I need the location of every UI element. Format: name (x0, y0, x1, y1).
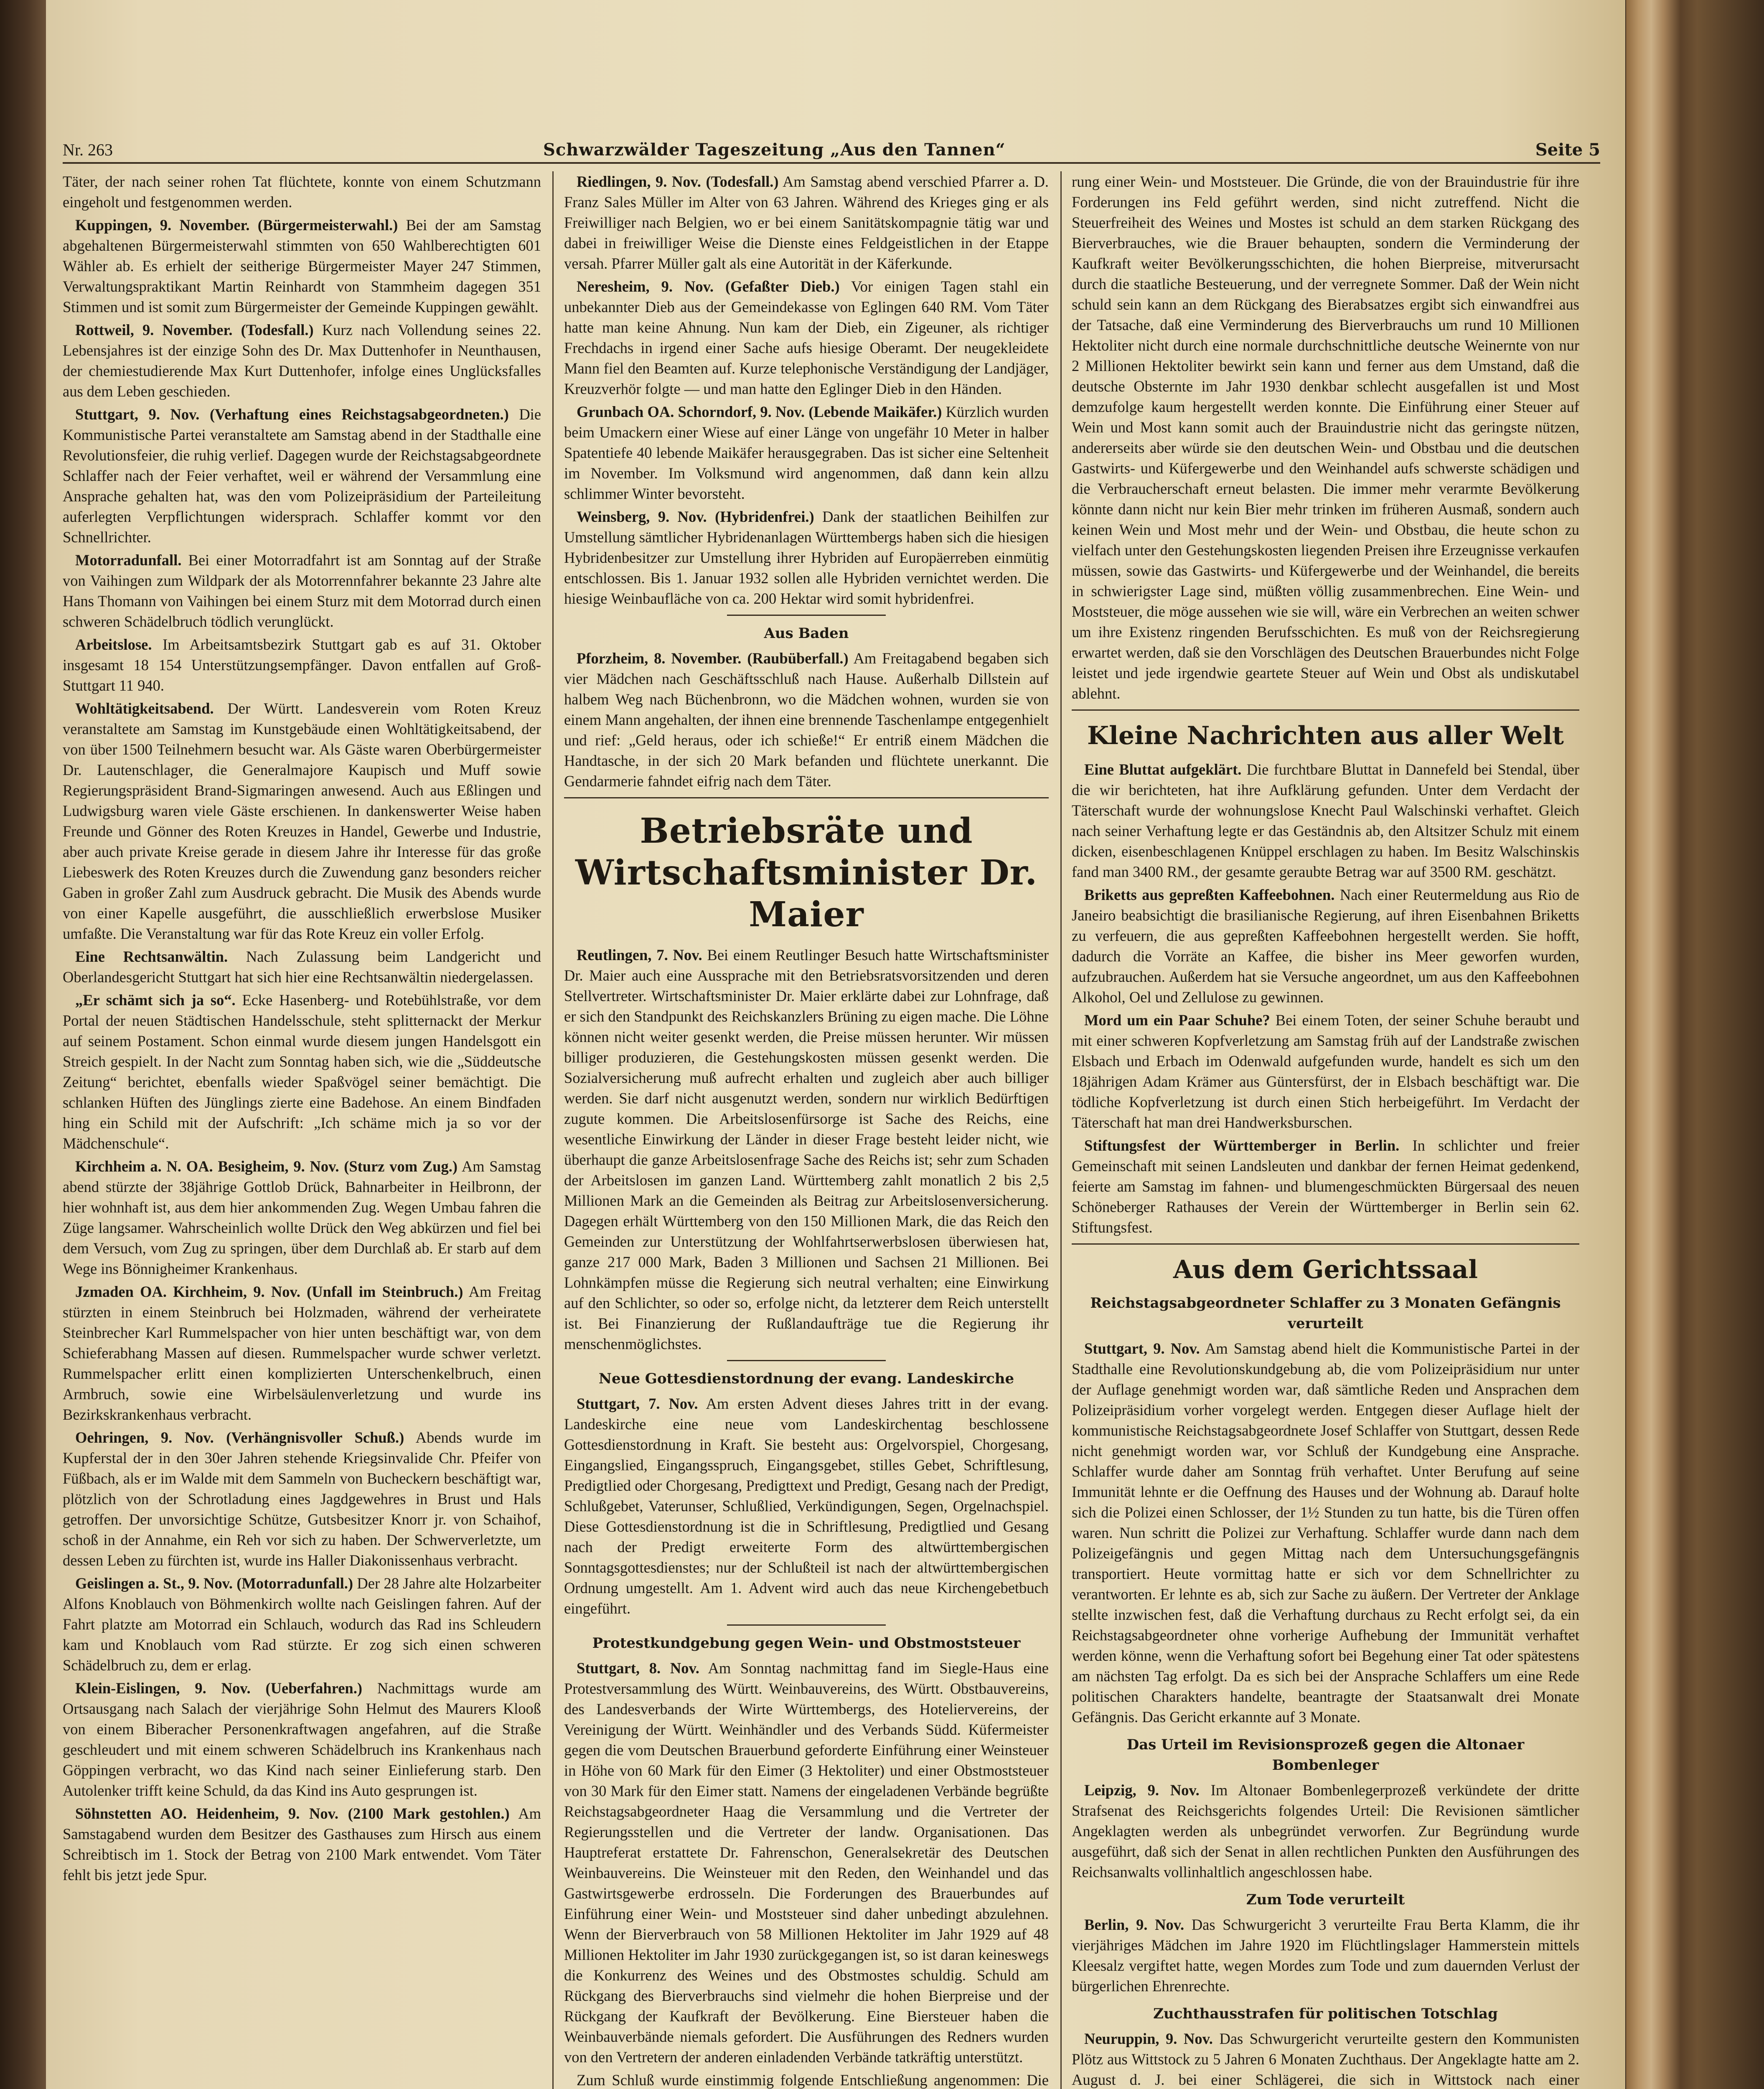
article-lead: Eine Bluttat aufgeklärt. (1084, 761, 1242, 778)
article-lead: Geislingen a. St., 9. Nov. (Motorradunfall.) (75, 1575, 353, 1592)
article-paragraph (564, 2070, 1049, 2089)
article-paragraph (63, 171, 541, 212)
article-lead: Berlin, 9. Nov. (1084, 1916, 1184, 1933)
issue-number: Nr. 263 (63, 140, 113, 159)
article-text: Ecke Hasenberg- und Rotebühlstraße, vor dem Portal der neuen Städtischen Handelsschule, steht splitternackt der Merkur auf seinem Postament. Schon einmal wurde diesem jungen Handelsgott ein Streich gespielt. In der Nacht zum Sonntag haben sich, wie die „Süddeutsche Zeitung“ berichtet, ebenfalls wieder Spaßvögel seiner bemächtigt. Die schlanken Hüften des Jünglings zierte eine Badehose. An einem Bindfaden hing ein Schild mit der Aufschrift: „Ich schäme mich ja so vor der Mädchenschule“. (63, 991, 541, 1152)
article-paragraph (1072, 1780, 1579, 1882)
article-text: Dank der staatlichen Beihilfen zur Umstellung sämtlicher Hybridenanlagen Württembergs haben sich die hiesigen Hybridenbesitzer zur Umstellung ihrer Hybriden auf Europäerreben einmütig entschlossen. Bis 1. Januar 1932 sollen alle Hybriden vernichtet werden. Die hiesige Weinbaufläche von ca. 200 Hektar wird somit hybridenfrei. (564, 508, 1049, 607)
section-rule (1072, 1243, 1579, 1245)
article-text: Kürzlich wurden beim Umackern einer Wiese auf einer Länge von ungefähr 10 Meter in halber Spatentiefe 40 lebende Maikäfer herausgegraben. Das ist sicher eine Seltenheit im November. Im Volksmund wird angenommen, daß dann kein allzu schlimmer Winter bevorsteht. (564, 403, 1049, 502)
article-paragraph (63, 1427, 541, 1571)
article-paragraph (63, 550, 541, 632)
court-subheading: Zum Tode verurteilt (1246, 1891, 1405, 1908)
article-text: Der 28 Jahre alte Holzarbeiter Alfons Knoblauch von Böhmenkirch wollte nach Geislingen fahren. Auf der Fahrt platzte am Motorrad ein Schlauch, wodurch das Rad ins Schleudern kam und Knoblauch vom Rad stürzte. Er zog sich einen schweren Schädelbruch zu, dem er erlag. (63, 1575, 541, 1674)
article-text: Zum Schluß wurde einstimmig folgende Entschließung angenommen: Die (577, 2071, 1049, 2089)
main-headline: Betriebsräte und Wirtschaftsminister Dr. Maier (575, 811, 1038, 935)
article-text: Am Samstagabend wurden dem Besitzer des Gasthauses zum Hirsch aus einem Schreibtisch im 1. Stock der Betrag von 2100 Mark entwendet. Vom Täter fehlt bis jetzt jede Spur. (63, 1805, 541, 1883)
article-text: Am Samstag abend stürzte der 38jährige Gottlob Drück, Bahnarbeiter in Heilbronn, der hier wohnhaft ist, aus dem hier ankommenden Zug. Wegen Umbau fahren die Züge langsamer. Wahrscheinlich wollte Drück den Weg abkürzen und fiel bei dem Versuch, vom Zug zu springen, über dem Durchlaß ab. Er starb auf dem Wege ins Bönnigheimer Krankenhaus. (63, 1158, 541, 1277)
article-paragraph (63, 1678, 541, 1801)
page-header (63, 140, 1600, 161)
article-text: Am Samstag abend verschied Pfarrer a. D. Franz Sales Müller im Alter von 63 Jahren. Während des Krieges ging er als Freiwilliger nach Belgien, wo er bei einem Sanitätskompagnie tätig war und dabei in freiwilliger Weise die Dienste eines Feldgeistlichen in der Etappe versah. Pfarrer Müller galt als eine Autorität in der Käferkunde. (564, 173, 1049, 272)
article-lead: Motorradunfall. (75, 551, 182, 569)
article-lead: Briketts aus gepreßten Kaffeebohnen. (1084, 886, 1335, 903)
article-text: Nach Zulassung beim Landgericht und Oberlandesgericht Stuttgart hat sich hier eine Rechtsanwältin niedergelassen. (63, 948, 541, 986)
article-paragraph (564, 1393, 1049, 1619)
article-lead: Arbeitslose. (75, 636, 152, 653)
article-text: Am Samstag abend hielt die Kommunistische Partei in der Stadthalle eine Revolutionskundgebung ab, die vom Polizeipräsidium nur unter der Auflage genehmigt worden war, daß sämtliche Reden und Ansprachen dem Polizeipräsidium vorher vorgelegt werden. Entgegen dieser Auflage hielt der kommunistische Reichstagsabgeordnete Josef Schlaffer von Stuttgart, dessen Rede nicht genehmigt worden war, vor Schluß der Kundgebung eine Ansprache. Schlaffer wurde daher am Sonntag früh verhaftet. Unter Berufung auf seine Immunität lehnte er die Oeffnung des Hauses und der Wohnung ab. Darauf holte sich die Polizei einen Schlosser, der 1½ Stunden zu tun hatte, bis die Türen offen waren. Nun schritt die Polizei zur Verhaftung. Schlaffer wurde dann nach dem Polizeigefängnis und gegen Mittag nach dem Untersuchungsgefängnis transportiert. Heute vormittag hatte er sich vor dem Schnellrichter zu verantworten. Er lehnte es ab, sich zur Sache zu äußern. Der Vertreter der Anklage stellte inzwischen fest, daß die Verhaftung durchaus zu Recht erfolgt sei, da ein Reichstagsabgeordneter ohne vorherige Aufhebung der Immunität verhaftet werden könne, wenn die Verhaftung sofort bei Begehung einer Tat oder spätestens am nächsten Tag erfolgt. Da es sich bei der Ansprache Schlaffers um eine Rede politischen Charakters handelte, beantragte der Staatsanwalt drei Monate Gefängnis. Das Gericht erkannte auf 3 Monate. (1072, 1340, 1579, 1726)
section-rule (564, 797, 1049, 798)
article-text: Bei einem Reutlinger Besuch hatte Wirtschaftsminister Dr. Maier auch eine Aussprache mit den Betriebsratsvorsitzenden und deren Stellvertreter. Wirtschaftsminister Dr. Maier erklärte dabei zur Lohnfrage, daß er sich den Standpunkt des Reichskanzlers Brüning zu eigen mache. Die Löhne können nicht weiter gesenkt werden, die Preise müssen herunter. Wir müssen billiger produzieren, die Gestehungskosten müssen gesenkt werden. Die Sozialversicherung muß aufrecht erhalten und zugleich aber auch billiger werden. Sie darf nicht ausgenutzt werden, sondern nur wirklich Bedürftigen zugute kommen. Die Arbeitslosenfürsorge ist Sache des Reichs, eine wesentliche Einwirkung der Länder in dieser Frage besteht leider nicht, wie überhaupt die ganze Arbeitslosenfrage Sache des Reichs ist; sehr zum Schaden der Arbeitslosen im ganzen Land. Württemberg zahlt monatlich 2 bis 2,5 Millionen Mark an die Gemeinden als Beitrag zur Arbeitslosenversicherung. Dagegen erhält Württemberg von den 150 Millionen Mark, die das Reich den Gemeinden zur Unterstützung der Wohlfahrtserwerbslosen überwiesen hat, ganze 217 000 Mark, Baden 3 Millionen und Sachsen 21 Millionen. Bei Lohnkämpfen müsse die Regierung sich neutral verhalten; eine Einwirkung auf den Schlichter, so oder so, erfolge nicht, da letzterer dem Reich unterstellt ist. Bei Finanzierung der Rußlandaufträge tue die Regierung ihr menschenmöglichstes. (564, 946, 1049, 1352)
article-text: Bei der am Samstag abgehaltenen Bürgermeisterwahl stimmten von 650 Wahlberechtigten 601 Wähler ab. Es erhielt der seitherige Bürgermeister Mayer 247 Stimmen, Verwaltungspraktikant Martin Reinhardt von Stammheim dagegen 351 Stimmen und ist somit zum Bürgermeister der Gemeinde Kuppingen gewählt. (63, 216, 541, 315)
article-lead: Oehringen, 9. Nov. (Verhängnisvoller Schuß.) (75, 1429, 404, 1446)
header-rule (63, 162, 1600, 164)
article-paragraph (564, 945, 1049, 1354)
article-lead: Grunbach OA. Schorndorf, 9. Nov. (Lebende Maikäfer.) (577, 403, 942, 420)
article-lead: Riedlingen, 9. Nov. (Todesfall.) (577, 173, 779, 190)
article-text: Bei einem Toten, der seiner Schuhe beraubt und mit einer schweren Kopfverletzung am Samstag früh auf der Landstraße zwischen Elsbach und Erbach im Odenwald aufgefunden wurde, handelt es sich um den 18jährigen Adam Krämer aus Güntersfürst, der in Elsbach beschäftigt war. Die tödliche Kopfverletzung ist durch einen Stich herbeigeführt. Im Verdacht der Täterschaft hat man drei Handwerksburschen. (1072, 1011, 1580, 1131)
article-paragraph (63, 946, 541, 987)
article-lead: Reutlingen, 7. Nov. (577, 946, 702, 963)
article-paragraph (564, 276, 1049, 399)
article-lead: Wohltätigkeitsabend. (75, 700, 214, 717)
article-lead: Rottweil, 9. November. (Todesfall.) (75, 321, 314, 338)
article-paragraph (63, 698, 541, 944)
article-lead: Stuttgart, 8. Nov. (577, 1660, 699, 1677)
article-text: Das Schwurgericht 3 verurteilte Frau Berta Klamm, die ihr vierjähriges Mädchen im Jahre 1920 im Flüchtlingslager Hammerstein mittels Kleesalz vergiftet hatte, wegen Mordes zum Tode und zum dauernden Verlust der bürgerlichen Ehrenrechte. (1072, 1916, 1580, 1995)
article-text: Die furchtbare Bluttat in Dannefeld bei Stendal, über die wir berichteten, hat ihre Aufklärung gefunden. Unter dem Verdacht der Täterschaft wurde der wohnungslose Knecht Paul Walschinski verhaftet. Gleich nach seiner Verhaftung legte er das Geständnis ab, den Altsitzer Schulz mit einem dicken, eisenbeschlagenen Knüppel erschlagen zu haben. Im Besitz Walschinskis fand man 3400 RM., der gesamte geraubte Betrag war auf 3500 RM. geschätzt. (1072, 761, 1580, 880)
article-lead: „Er schämt sich ja so“. (75, 991, 236, 1009)
article-text: Die Kommunistische Partei veranstaltete am Samstag abend in der Stadthalle eine Revolutionsfeier, die ruhig verlief. Dagegen wurde der Reichstagsabgeordnete Schlaffer nach der Feier verhaftet, weil er während der Versammlung eine Ansprache gehalten hat, was den vom Polizeipräsidium der Parteileitung auferlegten Verpflichtungen widersprach. Schlaffer kommt vor den Schnellrichter. (63, 406, 541, 546)
page-number: Seite 5 (1535, 140, 1600, 160)
article-lead: Stuttgart, 7. Nov. (577, 1395, 698, 1412)
article-text: Vor einigen Tagen stahl ein unbekannter Dieb aus der Gemeindekasse von Eglingen 640 RM. Vom Täter hatte man keine Ahnung. Nun kam der Dieb, ein Zigeuner, als richtiger Frechdachs in irgend einer Sache aufs hiesige Oberamt. Der neugekleidete Mann fiel den Beamten auf. Kurze telephonische Verständigung der Landjäger, Kreuzverhör folgte — und man hatte den Eglinger Dieb in den Händen. (564, 278, 1049, 397)
court-subheading: Zuchthausstrafen für politischen Totschlag (1153, 2005, 1498, 2022)
article-text: Nachmittags wurde am Ortsausgang nach Salach der vierjährige Sohn Helmut des Maurers Klooß von einem Biberacher Personenkraftwagen angefahren, auf die Straße geschleudert und mit einem schweren Schädelbruch ins Krankenhaus nach Göppingen verbracht, wo das Kind nach seiner Einlieferung starb. Den Autolenker trifft keine Schuld, da das Kind ins Auto gesprungen ist. (63, 1680, 541, 1799)
article-paragraph (564, 1658, 1049, 2067)
article-paragraph (564, 402, 1049, 504)
article-text: Am Sonntag nachmittag fand im Siegle-Haus eine Protestversammlung des Württ. Weinbauvereins, des Württ. Obstbauvereins, des Landesverbands der Wirte Württembergs, des Hoteliervereins, der Vereinigung der Württ. Weinhändler und des Verbands Südd. Küfermeister gegen die vom Deutschen Brauerbund geforderte Einführung einer Weinsteuer in Höhe von 60 Mark für den Eimer (3 Hektoliter) und einer Obstmoststeuer von 30 Mark für den Eimer statt. Namens der eingeladenen Verbände begrüßte Reichstagsabgeordneter Haag die Versammlung und die Vertreter der Regierungsstellen und die Vertreter der landw. Organisationen. Das Hauptreferat erstattete Dr. Fahrenschon, Generalsekretär des Deutschen Weinbauvereins. Die Weinsteuer mit den Reden, den Weinhandel und das Gastwirtsgewerbe erdrosseln. Die Forderungen des Brauerbundes auf Einführung einer Wein- und Moststeuer sind daher unbedingt abzulehnen. Wenn der Bierverbrauch von 58 Millionen Hektoliter im Jahr 1929 auf 48 Millionen Hektoliter im Jahr 1930 zurückgegangen ist, so ist daran keineswegs die Konkurrenz des Weines und des Obstmostes schuldig. Schuld am Rückgang des Bierverbrauchs sind vielmehr die hohen Bierpreise und der Rückgang der Kaufkraft der Bevölkerung. Eine Biersteuer haben die Weinbauverbände niemals gefordert. Die Ausführungen des Redners wurden von den Vertretern der anderen einladenden Verbände tatkräftig unterstützt. (564, 1660, 1049, 2066)
article-text: In schlichter und freier Gemeinschaft mit seinen Landsleuten und dankbar der fernen Heimat gedenkend, feierte am Samstag im fahnen- und blumengeschmückten Bürgersaal des neuen Schöneberger Rathauses der Verein der Württemberger in Berlin sein 62. Stiftungsfest. (1072, 1137, 1580, 1236)
article-paragraph (1072, 884, 1579, 1007)
article-lead: Kirchheim a. N. OA. Besigheim, 9. Nov. (Sturz vom Zug.) (75, 1158, 458, 1175)
article-paragraph (564, 648, 1049, 791)
article-paragraph (63, 1803, 541, 1885)
article-text: Am Freitag stürzten in einem Steinbruch bei Holzmaden, während der verheiratete Steinbrecher Karl Rummelspacher von hier unten beschäftigt war, von dem Schieferabhang Massen auf diesen. Rummelspacher wurde schwer verletzt. Rummelspacher erlitt einen komplizierten Unterschenkelbruch, einen Armbruch, sowie eine Wirbelsäulenverletzung und wurde ins Bezirkskrankenhaus verbracht. (63, 1283, 541, 1423)
article-text: Abends wurde im Kupferstal der in den 30er Jahren stehende Kriegsinvalide Chr. Pfeifer von Füßbach, als er im Walde mit dem Sammeln von Bucheckern beschäftigt war, plötzlich von der Schrotladung eines Jagdgewehres in Brust und Hals getroffen. Der unvorsichtige Schütze, Gutsbesitzer Knorr jr. von Schaihof, schoß in der Annahme, ein Reh vor sich zu haben. Der Schwerverletzte, um dessen Leben zu fürchten ist, wurde ins Haller Diakonissenhaus verbracht. (63, 1429, 541, 1569)
article-paragraph (63, 634, 541, 696)
article-text: Bei einer Motorradfahrt ist am Sonntag auf der Straße von Vaihingen zum Wildpark der als Motorrennfahrer bekannte 23 Jahre alte Hans Thomann von Vaihingen bei einem Sturz mit dem Motorrad durch einen schweren Schädelbruch tödlich verunglückt. (63, 551, 541, 630)
court-subheading: Reichstagsabgeordneter Schlaffer zu 3 Monaten Gefängnis verurteilt (1090, 1295, 1561, 1332)
article-paragraph (1072, 171, 1579, 704)
article-paragraph (1072, 1135, 1579, 1238)
book-binding (0, 0, 46, 2089)
article-lead: Mord um ein Paar Schuhe? (1084, 1011, 1270, 1029)
article-paragraph (564, 171, 1049, 274)
article-lead: Kuppingen, 9. November. (Bürgermeisterwahl.) (75, 216, 398, 234)
section-heading-baden: Aus Baden (764, 625, 849, 642)
article-text: Im Arbeitsamtsbezirk Stuttgart gab es auf 31. Oktober insgesamt 18 154 Unterstützungsempfänger. Davon entfallen auf Groß-Stuttgart 11 940. (63, 636, 541, 694)
section-heading-church: Neue Gottesdienstordnung der evang. Landeskirche (598, 1370, 1014, 1387)
column-3 (1072, 171, 1579, 2089)
court-headline: Aus dem Gerichtssaal (1173, 1255, 1478, 1284)
article-paragraph (63, 1573, 541, 1675)
column-1 (63, 171, 541, 1888)
article-paragraph (63, 320, 541, 402)
article-paragraph (63, 1156, 541, 1279)
article-paragraph (1072, 759, 1579, 882)
article-lead: Stiftungsfest der Württemberger in Berlin. (1084, 1137, 1400, 1154)
article-text: rung einer Wein- und Moststeuer. Die Gründe, die von der Brauindustrie für ihre Forderungen ins Feld geführt werden, sind nicht zutreffend. Nicht die Steuerfreiheit des Weines und Mostes ist schuld an dem starken Rückgang des Bierverbrauches, wie die Brauer behaupten, sondern die Verminderung der Kaufkraft weiter Bevölkerungsschichten, die hohen Bierpreise, mitverursacht durch die staatliche Besteuerung, und der verregnete Sommer. Daß der Wein nicht schuld sein kann an dem Rückgang des Bierabsatzes ergibt sich einwandfrei aus der Tatsache, daß eine Verminderung des Bierverbrauchs um rund 10 Millionen Hektoliter nicht durch eine normale durchschnittliche deutsche Weinernte von nur 2 Millionen Hektoliter bewirkt sein kann und ferner aus dem Umstand, daß die deutsche Obsternte im Jahr 1930 denkbar schlecht ausgefallen ist und Most demzufolge kaum hergestellt werden konnte. Die Einführung einer Steuer auf Wein und Most kann somit auch der Brauindustrie nicht das geringste nützen, andererseits aber würde sie den deutschen Wein- und Obstbau und die deutschen Gastwirts- und Küfergewerbe und den Weinhandel aufs schwerste schädigen und die Verbraucherschaft erneut belasten. Die immer mehr verarmte Bevölkerung könnte dann nicht nur kein Bier mehr trinken im früheren Ausmaß, sondern auch keinen Wein und Most mehr und der Wein- und Obstbau, die heute schon zu vielfach unter den Gestehungskosten liegenden Preisen ihre Erzeugnisse verkaufen müssen, sowie das Gastwirts- und Küfergewerbe und der Weinhandel, die bereits in schwierigster Lage sind, müßten völlig zusammenbrechen. Eine Wein- und Moststeuer, die möge aussehen wie sie will, wäre ein Verbrechen an weiten schwer um ihre Existenz ringenden Berufsschichten. Es muß von der Reichsregierung erwartet werden, daß sie den Vorschlägen des Deutschen Brauerbundes nicht Folge leistet und jede irgendwie geartete Steuer auf Wein und Obst als undiskutabel ablehnt. (1072, 173, 1579, 702)
article-text: Das Schwurgericht verurteilte gestern den Kommunisten Plötz aus Wittstock zu 5 Jahren 6 Monaten Zuchthaus. Der Angeklagte hatte am 2. August d. J. bei einer Schlägerei, die sich in Wittstock nach einer (1072, 2030, 1580, 2088)
column-2 (564, 171, 1049, 2089)
column-divider (552, 171, 554, 2089)
column-divider (1060, 171, 1062, 2089)
section-heading-wine: Protestkundgebung gegen Wein- und Obstmoststeuer (592, 1635, 1021, 1652)
article-paragraph (1072, 1914, 1579, 1996)
article-paragraph (1072, 1338, 1579, 1727)
article-paragraph (1072, 1010, 1579, 1133)
article-text: Der Württ. Landesverein vom Roten Kreuz veranstaltete am Samstag im Kunstgebäude einen Wohltätigkeitsabend, der von über 1500 Teilnehmern besucht war. Als Gäste waren Oberbürgermeister Dr. Lautenschlager, die Generalmajore Kaupisch und Muff sowie Regierungspräsident Brand-Sigmaringen anwesend. Auch aus Eßlingen und Ludwigsburg waren viele Gäste erschienen. In dankenswerter Weise haben Freunde und Gönner des Roten Kreuzes in Handel, Gewerbe und Industrie, aber auch private Kreise gerade in diesem Jahre ihr Interesse für das große Liebeswerk des Roten Kreuzes durch die Zuwendung ganz besonders reicher Gaben in großer Zahl zum Ausdruck gebracht. Die Musik des Abends wurde von einer Kapelle ausgeführt, die ausschließlich erwerbslose Musiker umfaßte. Die Veranstaltung war für das Rote Kreuz ein voller Erfolg. (63, 700, 541, 942)
article-lead: Neuruppin, 9. Nov. (1084, 2030, 1213, 2047)
article-paragraph (63, 404, 541, 547)
section-rule (727, 1360, 886, 1361)
book-page-edges (1626, 0, 1764, 2089)
article-text: Täter, der nach seiner rohen Tat flüchtete, konnte von einem Schutzmann eingeholt und festgenommen werden. (63, 173, 541, 211)
article-paragraph (63, 990, 541, 1154)
article-lead: Weinsberg, 9. Nov. (Hybridenfrei.) (577, 508, 814, 525)
article-paragraph (1072, 2028, 1579, 2089)
article-text: Nach einer Reutermeldung aus Rio de Janeiro beabsichtigt die brasilianische Regierung, auf ihren Eisenbahnen Briketts zu verfeuern, die aus gepreßten Kaffeebohnen hergestellt werden. Sie hofft, dadurch die Vorräte an Kaffee, die bisher ins Meer geworfen wurden, aufzubrauchen. Außerdem hat sie Versuche angeordnet, um aus den Kaffeebohnen Alkohol, Oel und Zellulose zu gewinnen. (1072, 886, 1579, 1006)
section-rule (727, 615, 886, 616)
article-paragraph (63, 1281, 541, 1425)
article-lead: Eine Rechtsanwältin. (75, 948, 228, 965)
article-lead: Leipzig, 9. Nov. (1084, 1781, 1200, 1799)
article-lead: Jzmaden OA. Kirchheim, 9. Nov. (Unfall im Steinbruch.) (75, 1283, 463, 1300)
article-text: Am Freitagabend begaben sich vier Mädchen nach Geschäftsschluß nach Hause. Außerhalb Dillstein auf halbem Weg nach Büchenbronn, wo die Mädchen wohnen, wurden sie von einem Mann angehalten, der ihnen eine brennende Taschenlampe entgegenhielt und rief: „Geld heraus, oder ich schieße!“ Er entriß einem Mädchen die Handtasche, in der sich 20 Mark befanden und flüchtete unerkannt. Die Gendarmerie fahndet eifrig nach dem Täter. (564, 650, 1049, 790)
section-rule (1072, 709, 1579, 711)
article-text: Kurz nach Vollendung seines 22. Lebensjahres ist der einzige Sohn des Dr. Max Duttenhofer in Neunthausen, der chemiestudierende Max Kurt Duttenhofer, infolge eines Unglücksfalles aus dem Leben geschieden. (63, 321, 541, 400)
article-paragraph (63, 215, 541, 317)
article-text: Am ersten Advent dieses Jahres tritt in der evang. Landeskirche eine neue vom Landeskirchentag beschlossene Gottesdienstordnung in Kraft. Sie besteht aus: Orgelvorspiel, Chorgesang, Eingangslied, Eingangsspruch, Eingangsgebet, stilles Gebet, Schriftlesung, Predigtlied oder Chorgesang, Predigttext und Predigt, Gesang nach der Predigt, Schlußgebet, Vaterunser, Schlußlied, Verkündigungen, Segen, Orgelnachspiel. Diese Gottesdienstordnung ist die in Schriftlesung, Predigtlied und Gesang nach der Predigt erweiterte Form des altwürttembergischen Sonntagsgottesdienstes; nur der Schlußteil ist nach der altwürttembergischen Ordnung umgestellt. Am 1. Advent wird auch das neue Kirchengebetbuch eingeführt. (564, 1395, 1049, 1617)
news-headline: Kleine Nachrichten aus aller Welt (1087, 721, 1564, 750)
article-lead: Stuttgart, 9. Nov. (1084, 1340, 1200, 1357)
newspaper-title: Schwarzwälder Tageszeitung „Aus den Tannen“ (543, 140, 1006, 160)
court-subheading: Das Urteil im Revisionsprozeß gegen die Altonaer Bombenleger (1126, 1736, 1525, 1774)
section-rule (727, 1624, 886, 1626)
article-lead: Pforzheim, 8. November. (Raubüberfall.) (577, 650, 849, 667)
article-text: Im Altonaer Bombenlegerprozeß verkündete der dritte Strafsenat des Reichsgerichts folgendes Urteil: Die Revisionen sämtlicher Angeklagten werden als unbegründet verworfen. Zur Begründung wurde ausgeführt, daß sich der Senat in allen rechtlichen Punkten den Ausführungen des Reichsanwalts vollinhaltlich angeschlossen habe. (1072, 1781, 1579, 1881)
article-lead: Klein-Eislingen, 9. Nov. (Ueberfahren.) (75, 1680, 362, 1697)
article-lead: Söhnstetten AO. Heidenheim, 9. Nov. (2100 Mark gestohlen.) (75, 1805, 510, 1822)
article-lead: Neresheim, 9. Nov. (Gefaßter Dieb.) (577, 278, 840, 295)
newspaper-page (46, 0, 1625, 2089)
article-paragraph (564, 506, 1049, 609)
article-lead: Stuttgart, 9. Nov. (Verhaftung eines Reichstagsabgeordneten.) (75, 406, 509, 423)
